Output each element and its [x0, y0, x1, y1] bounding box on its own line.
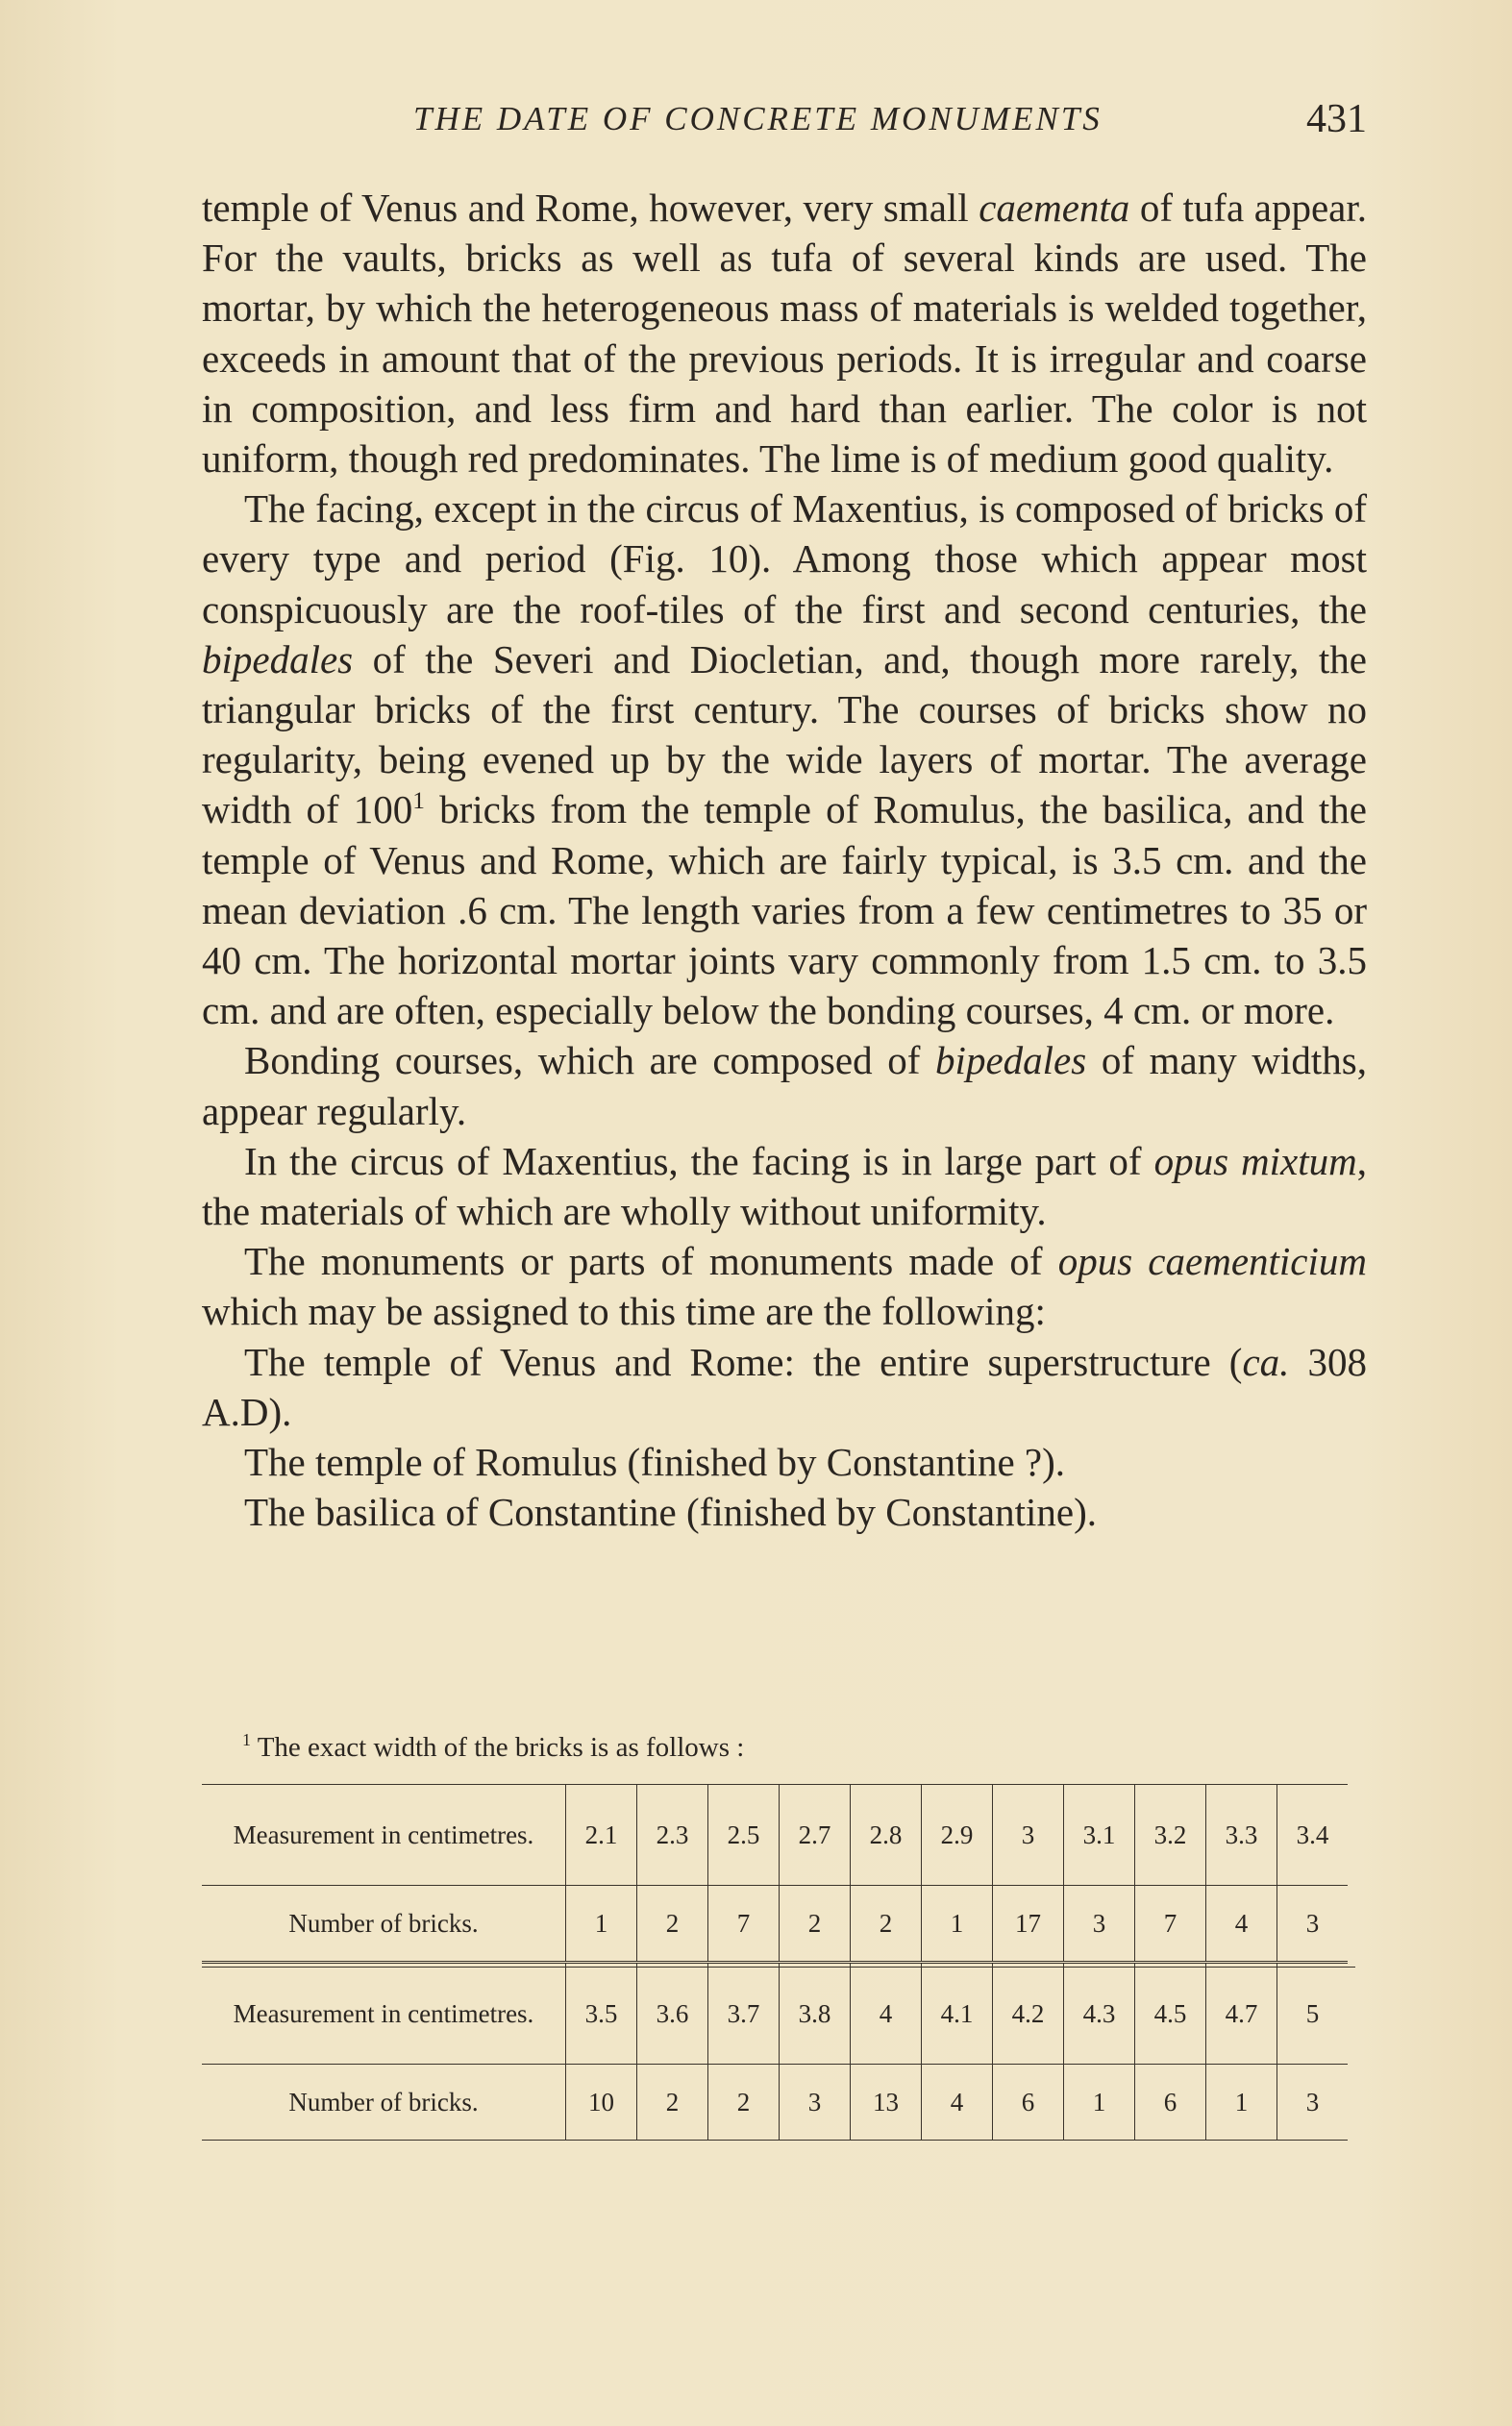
- italic-run: bipedales: [202, 636, 354, 681]
- paragraph: [202, 183, 1367, 483]
- measurement-cell: 2.8: [851, 1785, 922, 1886]
- text-run: The basilica of Constantine (finished by Constantine).: [244, 1490, 1098, 1535]
- measurement-cell: 3.5: [566, 1964, 637, 2065]
- footnote-text: The exact width of the bricks is as follows :: [257, 1732, 745, 1763]
- brick-width-table-part-1: [202, 1784, 1348, 1962]
- count-cell: 1: [566, 1886, 637, 1962]
- measurement-row-label: Measurement in centimetres.: [202, 1785, 566, 1886]
- count-cell: 6: [1135, 2065, 1206, 2141]
- text-run: The temple of Venus and Rome: the entire superstructure (: [244, 1339, 1243, 1384]
- measurement-row-label: Measurement in centimetres.: [202, 1964, 566, 2065]
- count-cell: 2: [780, 1886, 851, 1962]
- measurement-cell: 3.4: [1277, 1785, 1349, 1886]
- count-cell: 10: [566, 2065, 637, 2141]
- measurement-cell: 3.2: [1135, 1785, 1206, 1886]
- measurement-cell: 2.3: [637, 1785, 708, 1886]
- measurement-cell: 2.7: [780, 1785, 851, 1886]
- page-number: 431: [1306, 97, 1367, 141]
- count-cell: 3: [1064, 1886, 1135, 1962]
- count-cell: 2: [851, 1886, 922, 1962]
- count-row-label: Number of bricks.: [202, 1886, 566, 1962]
- italic-run: bipedales: [935, 1038, 1087, 1083]
- text-run: of the Severi and Diocletian, and, though more rarely, the triangular bricks of the first century. The courses of bricks show no regularity, being evened up by the wide layers of mortar. The average width of 100: [202, 636, 1367, 832]
- measurement-row: [202, 1785, 1348, 1886]
- measurement-cell: 3: [993, 1785, 1064, 1886]
- text-run: The facing, except in the circus of Maxentius, is composed of bricks of every type and period (Fig. 10). Among those which appear most conspicuously are the roof-tiles of the first and second centuries, the: [202, 486, 1367, 631]
- text-run: of tufa appear. For the vaults, bricks as well as tufa of several kinds are used. The mortar, by which the heterogeneous mass of materials is welded together, exceeds in amount that of the previous periods. It is irregular and coarse in composition, and less firm and hard than earlier. The color is not uniform, though red predominates. The lime is of medium good quality.: [202, 186, 1367, 482]
- italic-run: opus mixtum: [1153, 1138, 1357, 1183]
- brick-width-table-part-2: [202, 1963, 1348, 2141]
- count-cell: 4: [1206, 1886, 1277, 1962]
- measurement-cell: 4.2: [993, 1964, 1064, 2065]
- table-divider-rule: [202, 1967, 1355, 1968]
- text-run: which may be assigned to this time are the following:: [202, 1289, 1046, 1334]
- text-run: Bonding courses, which are composed of: [244, 1038, 936, 1083]
- measurement-cell: 3.8: [780, 1964, 851, 2065]
- count-cell: 3: [1277, 1886, 1349, 1962]
- measurement-cell: 3.1: [1064, 1785, 1135, 1886]
- count-row-label: Number of bricks.: [202, 2065, 566, 2141]
- count-row: [202, 1886, 1348, 1962]
- italic-run: ca.: [1242, 1339, 1290, 1384]
- count-cell: 1: [1206, 2065, 1277, 2141]
- count-cell: 7: [708, 1886, 780, 1962]
- measurement-row: [202, 1964, 1348, 2065]
- paragraph: [202, 1337, 1367, 1437]
- measurement-cell: 2.5: [708, 1785, 780, 1886]
- measurement-cell: 3.6: [637, 1964, 708, 2065]
- measurement-cell: 4.1: [922, 1964, 993, 2065]
- italic-run: opus caementicium: [1057, 1239, 1367, 1284]
- measurement-cell: 3.3: [1206, 1785, 1277, 1886]
- text-run: of many widths, appear regularly.: [202, 1038, 1368, 1133]
- count-cell: 3: [780, 2065, 851, 2141]
- text-run: , the materials of which are wholly without uniformity.: [202, 1138, 1367, 1234]
- text-run: In the circus of Maxentius, the facing is in large part of: [244, 1138, 1154, 1183]
- page-header: [202, 96, 1367, 154]
- count-cell: 7: [1135, 1886, 1206, 1962]
- paragraph: [202, 1487, 1367, 1537]
- paragraph: [202, 1035, 1367, 1135]
- measurement-cell: 2.1: [566, 1785, 637, 1886]
- count-cell: 3: [1277, 2065, 1349, 2141]
- text-run: 308 A.D).: [202, 1339, 1367, 1434]
- text-run: The monuments or parts of monuments made of: [244, 1239, 1058, 1284]
- text-run: bricks from the temple of Romulus, the basilica, and the temple of Venus and Rome, which are fairly typical, is 3.5 cm. and the mean deviation .6 cm. The length varies from a few centimetres to 35 or 40 cm. The horizontal mortar joints vary commonly from 1.5 cm. to 3.5 cm. and are often, especially below the bonding courses, 4 cm. or more.: [202, 787, 1368, 1033]
- text-run: The temple of Romulus (finished by Constantine ?).: [244, 1440, 1066, 1485]
- paragraph: [202, 1236, 1367, 1336]
- paragraph: [202, 483, 1367, 1035]
- count-cell: 13: [851, 2065, 922, 2141]
- measurement-cell: 4: [851, 1964, 922, 2065]
- count-cell: 2: [708, 2065, 780, 2141]
- measurement-cell: 2.9: [922, 1785, 993, 1886]
- count-row: [202, 2065, 1348, 2141]
- footnote: [242, 1732, 744, 1764]
- body-text: [202, 183, 1367, 1537]
- count-cell: 17: [993, 1886, 1064, 1962]
- paragraph: [202, 1437, 1367, 1487]
- count-cell: 1: [1064, 2065, 1135, 2141]
- measurement-cell: 4.7: [1206, 1964, 1277, 2065]
- text-run: temple of Venus and Rome, however, very small: [202, 186, 979, 230]
- measurement-cell: 4.3: [1064, 1964, 1135, 2065]
- count-cell: 4: [922, 2065, 993, 2141]
- measurement-cell: 5: [1277, 1964, 1349, 2065]
- paragraph: [202, 1136, 1367, 1236]
- measurement-cell: 3.7: [708, 1964, 780, 2065]
- footnote-marker: 1: [242, 1730, 251, 1750]
- running-head: THE DATE OF CONCRETE MONUMENTS: [413, 100, 1103, 137]
- count-cell: 1: [922, 1886, 993, 1962]
- count-cell: 2: [637, 2065, 708, 2141]
- count-cell: 2: [637, 1886, 708, 1962]
- measurement-cell: 4.5: [1135, 1964, 1206, 2065]
- footnote-reference: 1: [412, 787, 425, 815]
- count-cell: 6: [993, 2065, 1064, 2141]
- italic-run: caementa: [979, 186, 1130, 230]
